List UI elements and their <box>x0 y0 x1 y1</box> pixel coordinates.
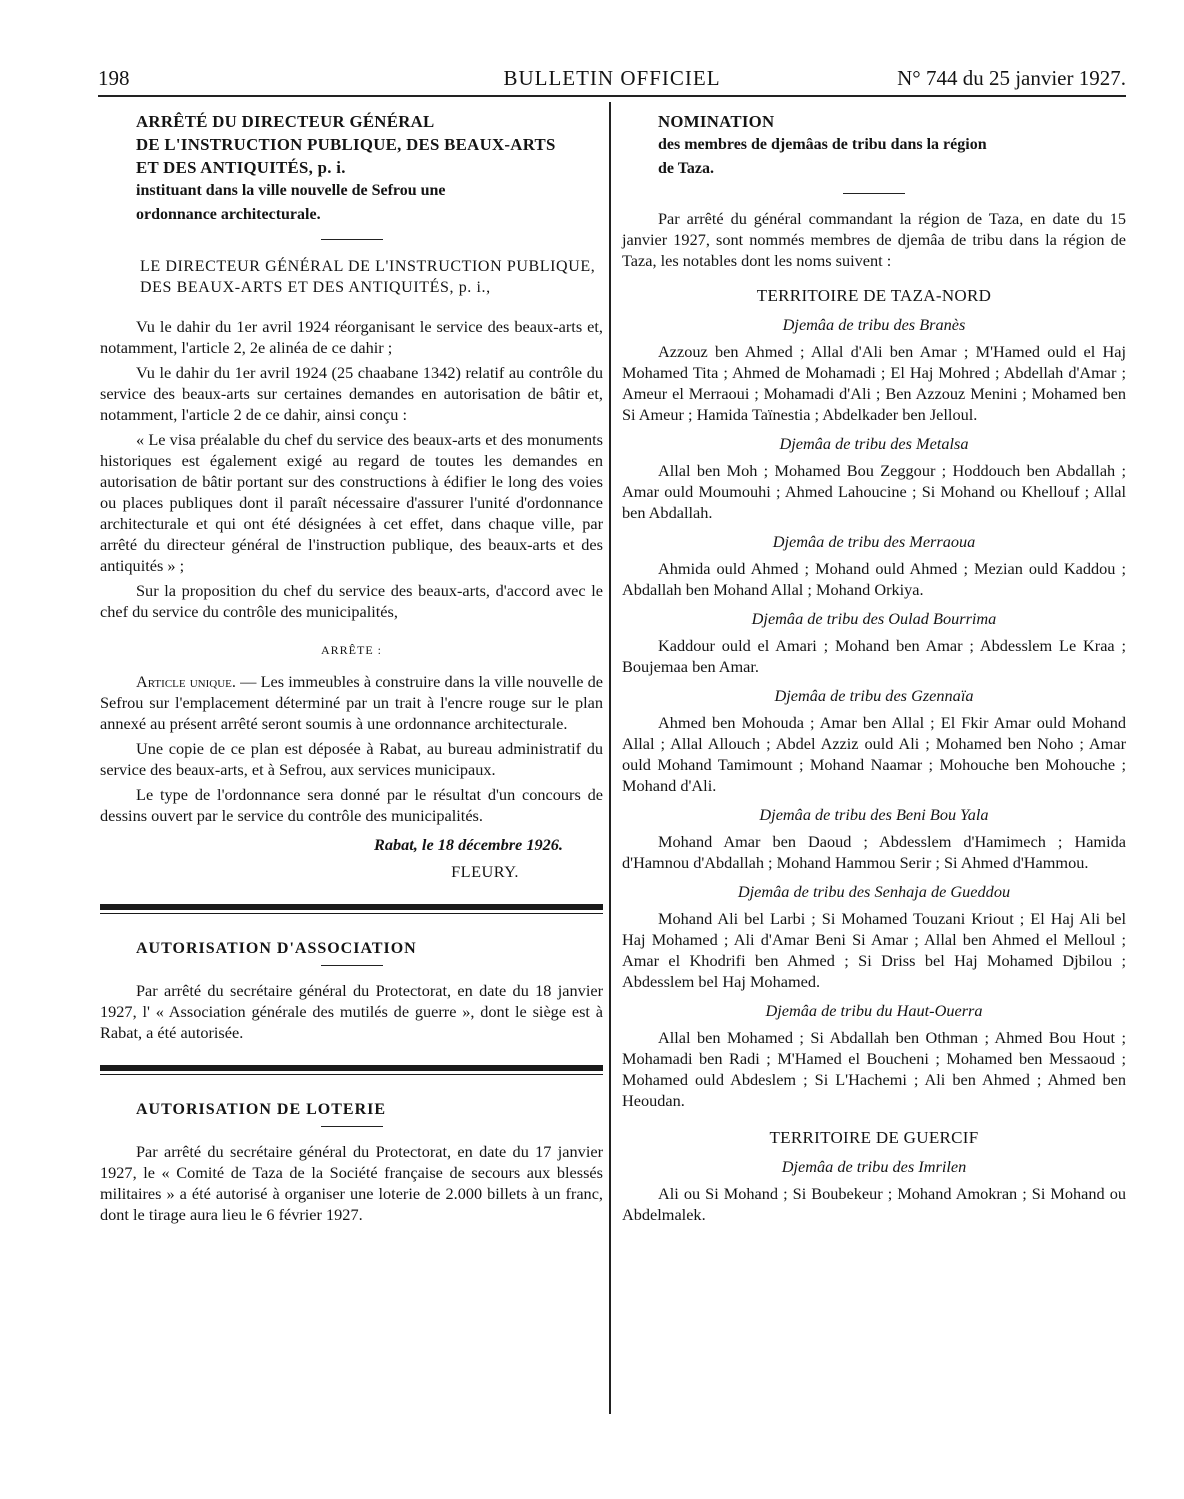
tribe-name: Djemâa de tribu des Imrilen <box>781 1157 967 1176</box>
header-rule <box>98 95 1126 97</box>
article-text: — Les immeubles à construire dans la ville nouvelle de Sefrou sur l'emplacement déterminé par un trait à l'encre rouge sur le plan annexé au présent arrêté seront soumis à une ordonnance architecturale. <box>100 672 604 733</box>
nomination-subtitle-line-1: des membres de djemâas de tribu dans la région <box>658 136 987 153</box>
vu-paragraph-1: Vu le dahir du 1er avril 1924 réorganisant le service des beaux-arts et, notamment, l'article 2, 2e alinéa de ce dahir ; <box>100 317 603 357</box>
loterie-title: AUTORISATION DE LOTERIE <box>136 1101 387 1118</box>
territory-heading: TERRITOIRE DE GUERCIF <box>769 1128 979 1147</box>
proposition-paragraph: Sur la proposition du chef du service des beaux-arts, d'accord avec le chef du service du contrôle des municipalités, <box>100 581 603 621</box>
signature-name: FLEURY. <box>451 862 519 881</box>
territory-heading: TERRITOIRE DE TAZA-NORD <box>756 286 992 305</box>
arrete-subtitle-line-2: ordonnance architecturale. <box>136 206 321 223</box>
title-rule <box>321 239 383 240</box>
association-rule <box>321 965 383 966</box>
nomination-rule <box>843 193 905 194</box>
tribe-name: Djemâa de tribu des Merraoua <box>772 532 976 551</box>
tribe-members: Allal ben Mohamed ; Si Abdallah ben Othman ; Ahmed Bou Hout ; Mohamadi ben Radi ; M'Hamed el Boucheni ; Mohamed ben Messaoud ; Mohamed ould Abdeslem ; Si L'Hachemi ; Ali ben Ahmed ; Ahmed ben Heoudan. <box>622 1028 1126 1110</box>
section-rule-thick <box>100 904 603 910</box>
page-header <box>98 66 1126 96</box>
tribe-members: Ali ou Si Mohand ; Si Boubekeur ; Mohand Amokran ; Si Mohand ou Abdelmalek. <box>622 1184 1126 1224</box>
loterie-rule <box>321 1126 383 1127</box>
quoted-article: « Le visa préalable du chef du service des beaux-arts et des monuments historiques est également exigé au regard de toutes les demandes en autorisation de bâtir portant sur des constructions à édifier le long des voies ou places publiques dont il paraît nécessaire d'assurer l'unité d'ordonnance architecturale et qui ont été désignées à cet effet, dans chaque ville, par arrêté du directeur général de l'instruction publique, des beaux-arts et des antiquités » ; <box>100 430 603 575</box>
article-unique <box>100 671 603 734</box>
section-rule-thin <box>100 913 603 914</box>
tribe-name: Djemâa de tribu des Oulad Bourrima <box>751 609 997 628</box>
arrete-label: ARRÊTE : <box>321 643 382 657</box>
left-column <box>100 112 603 1229</box>
territory-taza-nord-tribes <box>622 314 1126 1111</box>
nomination-intro: Par arrêté du général commandant la région de Taza, en date du 15 janvier 1927, sont nommés membres de djemâa de tribu dans la région de Taza, les notables dont les noms suivent : <box>622 209 1126 270</box>
tribe-name: Djemâa de tribu du Haut-Ouerra <box>765 1001 983 1020</box>
tribe-members: Azzouz ben Ahmed ; Allal d'Ali ben Amar ; M'Hamed ould el Haj Mohamed Tita ; Ahmed de Mohamadi ; El Haj Mohred ; Abdellah d'Amar ; Ameur el Merraoui ; Mohamadi d'Ali ; Ben Azzouz Menini ; Mohamed ben Si Ameur ; Hamida Taïnestia ; Abdelkader ben Jelloul. <box>622 342 1126 424</box>
tribe-name: Djemâa de tribu des Senhaja de Gueddou <box>737 882 1011 901</box>
tribe-name: Djemâa de tribu des Beni Bou Yala <box>759 805 989 824</box>
arrete-title-line-1: ARRÊTÉ DU DIRECTEUR GÉNÉRAL <box>136 112 435 131</box>
nomination-title: NOMINATION <box>658 112 775 131</box>
page-number: 198 <box>98 66 130 90</box>
copie-paragraph: Une copie de ce plan est déposée à Rabat, au bureau administratif du service des beaux-arts, et à Sefrou, aux services municipaux. <box>100 739 603 779</box>
territory-guercif-tribes <box>622 1156 1126 1225</box>
arrete-title-line-2: DE L'INSTRUCTION PUBLIQUE, DES BEAUX-ARTS <box>136 135 556 154</box>
tribe-members: Ahmida ould Ahmed ; Mohand ould Ahmed ; Mezian ould Kaddou ; Abdallah ben Mohand Allal ; Mohand Orkiya. <box>622 559 1126 599</box>
nomination-subtitle-line-2: de Taza. <box>658 160 715 177</box>
tribe-members: Mohand Ali bel Larbi ; Si Mohamed Touzani Kriout ; El Haj Ali bel Haj Mohamed ; Ali d'Amar Beni Si Amar ; Allal ben Ahmed el Melloul ; Amar el Khodrifi ben Ahmed ; Si Driss bel Haj Mohamed Djbilou ; Abdesslem bel Haj Mohamed. <box>622 909 1126 991</box>
tribe-members: Ahmed ben Mohouda ; Amar ben Allal ; El Fkir Amar ould Mohand Allal ; Allal Allouch ; Abdel Azziz ould Ali ; Mohamed ben Noho ; Amar ould Mohand Tamimount ; Mohand Naamar ; Mohouche ben Mohouche ; Mohand d'Ali. <box>622 713 1126 795</box>
signature-date: Rabat, le 18 décembre 1926. <box>373 835 563 854</box>
vu-paragraph-2: Vu le dahir du 1er avril 1924 (25 chaabane 1342) relatif au contrôle du service des beaux-arts sur certaines demandes en autorisation de bâtir et, notamment, l'article 2 de ce dahir, ainsi conçu : <box>100 363 603 424</box>
right-column <box>622 112 1126 1229</box>
arrete-title-line-3: ET DES ANTIQUITÉS, p. i. <box>136 158 346 177</box>
section-rule-thin-2 <box>100 1074 603 1075</box>
tribe-name: Djemâa de tribu des Metalsa <box>779 434 969 453</box>
tribe-members: Kaddour ould el Amari ; Mohand ben Amar ; Abdesslem Le Kraa ; Boujemaa ben Amar. <box>622 636 1126 676</box>
tribe-members: Allal ben Moh ; Mohamed Bou Zeggour ; Hoddouch ben Abdallah ; Amar ould Moumouhi ; Ahmed Lahoucine ; Si Mohand ou Khellouf ; Allal ben Abdallah. <box>622 461 1126 522</box>
tribe-members: Mohand Amar ben Daoud ; Abdesslem d'Hamimech ; Hamida d'Hamnou d'Abdallah ; Mohand Hammou Serir ; Si Ahmed d'Hammou. <box>622 832 1126 872</box>
section-rule-thick-2 <box>100 1065 603 1071</box>
arrete-subtitle-line-1: instituant dans la ville nouvelle de Sefrou une <box>136 182 446 199</box>
article-label: Article unique. <box>136 672 236 691</box>
loterie-text: Par arrêté du secrétaire général du Protectorat, en date du 17 janvier 1927, le « Comité de Taza de la Société française de secours aux blessés militaires » a été autorisé à organiser une loterie de 2.000 billets à un franc, dont le tirage aura lieu le 6 février 1927. <box>100 1142 603 1224</box>
association-title: AUTORISATION D'ASSOCIATION <box>136 940 417 957</box>
type-paragraph: Le type de l'ordonnance sera donné par le résultat d'un concours de dessins ouvert par le service du contrôle des municipalités. <box>100 785 603 825</box>
association-text: Par arrêté du secrétaire général du Protectorat, en date du 18 janvier 1927, l' « Association générale des mutilés de guerre », dont le siège est à Rabat, a été autorisée. <box>100 981 603 1042</box>
director-intro: LE DIRECTEUR GÉNÉRAL DE L'INSTRUCTION PUBLIQUE, DES BEAUX-ARTS ET DES ANTIQUITÉS, p. i., <box>140 258 596 296</box>
tribe-name: Djemâa de tribu des Gzennaïa <box>774 686 974 705</box>
column-divider <box>609 102 611 1414</box>
bulletin-title: BULLETIN OFFICIEL <box>503 66 721 90</box>
tribe-name: Djemâa de tribu des Branès <box>782 315 966 334</box>
issue-number: N° 744 du 25 janvier 1927. <box>897 66 1126 90</box>
